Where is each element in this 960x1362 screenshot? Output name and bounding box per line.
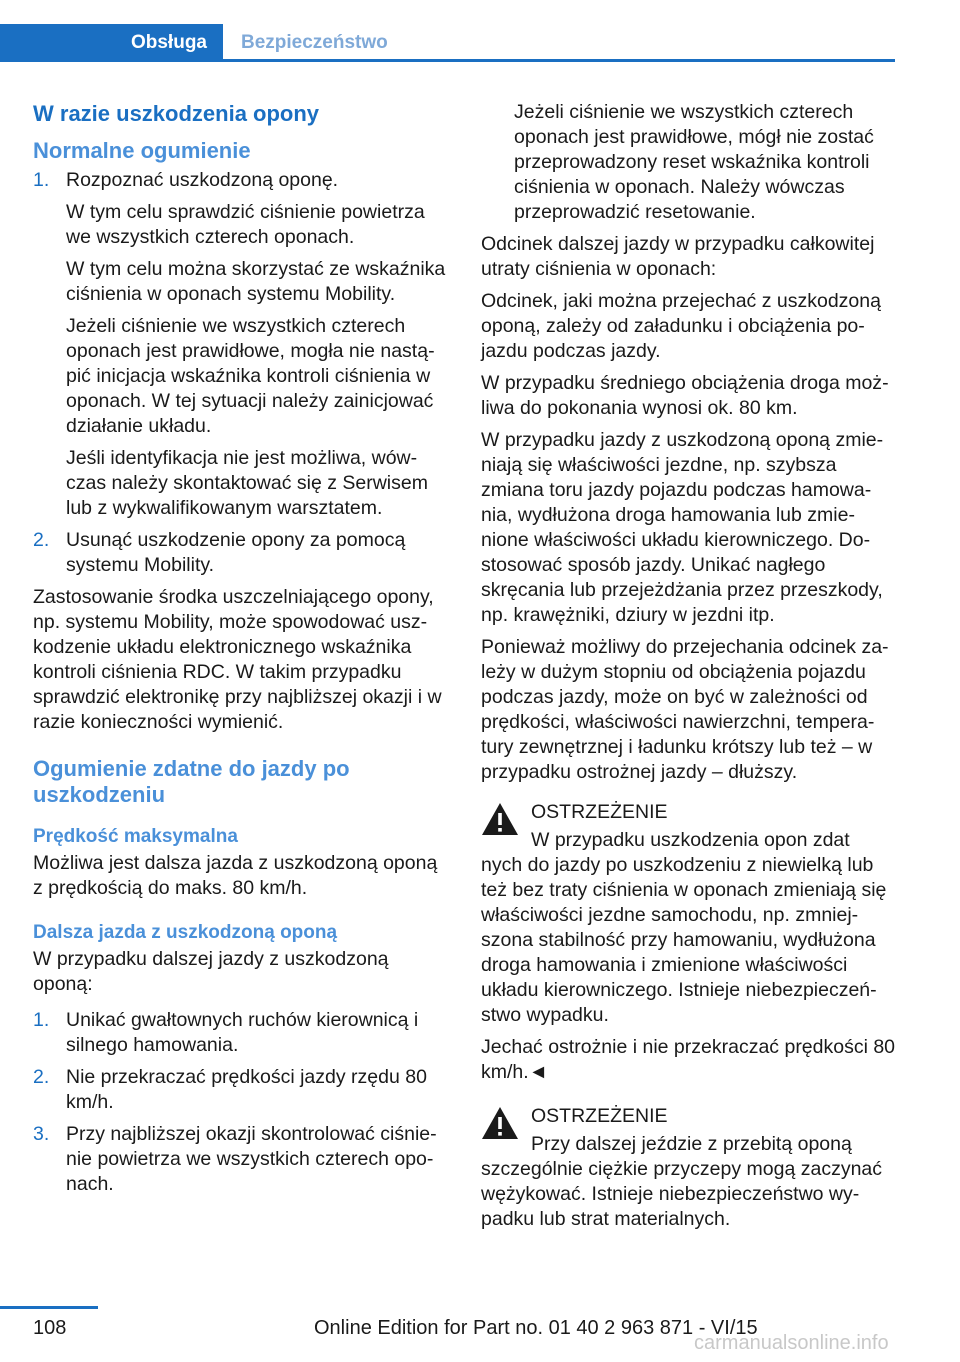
- tab-obsluga[interactable]: Obsługa: [0, 24, 223, 62]
- list-item: [33, 528, 448, 578]
- list-paragraph: Usunąć uszkodzenie opony za pomocą systemu Mobility.: [66, 529, 406, 576]
- warning-block-2: [481, 1104, 896, 1232]
- warning-block-1: [481, 800, 896, 1085]
- warning-text: [481, 828, 896, 1028]
- warning-action: Jechać ostrożnie i nie przekraczać prędkości 80 km/h.◄: [481, 1036, 896, 1083]
- list-item: [33, 1065, 448, 1115]
- list-paragraph: Jeśli identyfikacja nie jest możliwa, wówczas należy skontaktować się z Serwisem lub z wykwalifikowanym warsztatem.: [66, 447, 428, 519]
- list-paragraph: W tym celu sprawdzić ciśnienie powietrza we wszystkich czterech oponach.: [66, 201, 425, 248]
- heading-continue-driving: Dalsza jazda z uszkodzoną oponą: [33, 922, 338, 943]
- list-item: [33, 1122, 448, 1197]
- tab-underline: [223, 59, 895, 62]
- footer-rule: [0, 1306, 98, 1309]
- chapter-tabbar: [0, 0, 960, 62]
- steps-list-normal: [33, 168, 448, 578]
- subsection-normal-tires: Normalne ogumienie: [33, 138, 251, 163]
- warning-rest: nych do jazdy po uszkodzeniu z niewielką lub też bez traty ciśnienia w oponach zmieniają się właściwości jezdne samochodu, np. zmniejszona stabilność przy hamowaniu, wydłużona droga hamowania i zmienione właściwości układu kierowniczego. Istnieje niebezpieczeństwo wypadku.: [481, 854, 887, 1026]
- sealant-paragraph: Zastosowanie środka uszczelniającego opony, np. systemu Mobility, może spowodować uszkodzenie układu elektronicznego wskaźnika kontroli ciśnienia RDC. W takim przypadku sprawdzić elektronikę przy najbliższej okazji i w razie konieczności wymienić.: [33, 586, 442, 733]
- reset-paragraph: Jeżeli ciśnienie we wszystkich czterech oponach jest prawidłowe, mógł nie zostać przeprowadzony reset wskaźnika kontroli ciśnienia w oponach. Należy wówczas przeprowadzić resetowanie.: [514, 101, 874, 223]
- watermark: carmanualsonline.info: [694, 1332, 889, 1354]
- distance-paragraph-3: W przypadku jazdy z uszkodzoną oponą zmieniają się właściwości jezdne, np. szybsza zmiana toru jazdy pojazdu podczas hamowania, wydłużona droga hamowania lub zmienione właściwości układu kierowniczego. Dostosować sposób jazdy. Unikać nagłego skręcania lub przejeżdżania przez przeszkody, np. krawężniki, dziury w jezdni itp.: [481, 429, 884, 626]
- list-paragraph: W tym celu można skorzystać ze wskaźnika ciśnienia w oponach systemu Mobility.: [66, 258, 446, 305]
- distance-paragraph-4: Ponieważ możliwy do przejechania odcinek zależy w dużym stopniu od obciążenia pojazdu podczas jazdy, może on być w zależności od prędkości, właściwości nawierzchni, temperatury zewnętrznej i ładunku krótszy lub też – w przypadku ostrożnej jazdy – dłuższy.: [481, 636, 889, 783]
- list-text: Unikać gwałtownych ruchów kierownicą i silnego hamowania.: [66, 1009, 419, 1056]
- right-column: [481, 100, 896, 1239]
- continue-paragraph: W przypadku dalszej jazdy z uszkodzoną oponą:: [33, 948, 389, 995]
- warning-title: OSTRZEŻENIE: [531, 1105, 668, 1127]
- tab-bezpieczenstwo[interactable]: Bezpieczeństwo: [241, 32, 388, 53]
- list-item: [33, 168, 448, 521]
- list-text: Nie przekraczać prędkości jazdy rzędu 80 km/h.: [66, 1066, 427, 1113]
- distance-paragraph-1: Odcinek, jaki można przejechać z uszkodzoną oponą, zależy od załadunku i obciążenia pojazdu podczas jazdy.: [481, 290, 881, 362]
- warning-rest: szczególnie ciężkie przyczepy mogą zaczynać wężykować. Istnieje niebezpieczeństwo wypadku lub strat materialnych.: [481, 1158, 883, 1230]
- warning-first-line: Przy dalszej jeździe z przebitą oponą: [531, 1133, 852, 1155]
- list-text: Przy najbliższej okazji skontrolować ciśnienie powietrza we wszystkich czterech oponach.: [66, 1123, 437, 1195]
- speed-paragraph: Możliwa jest dalsza jazda z uszkodzoną oponą z prędkością do maks. 80 km/h.: [33, 852, 438, 899]
- edition-line: Online Edition for Part no. 01 40 2 963 871 - VI/15: [314, 1317, 758, 1339]
- list-number: 1.: [33, 1009, 50, 1031]
- steps-list-runflat: [33, 1008, 448, 1197]
- left-column: [33, 100, 448, 1204]
- subsection-runflat: Ogumienie zdatne do jazdy po uszkodzeniu: [33, 756, 350, 807]
- list-paragraph: Rozpoznać uszkodzoną oponę.: [66, 169, 339, 191]
- list-paragraph: Jeżeli ciśnienie we wszystkich czterech oponach jest prawidłowe, mogła nie nastąpić inicjacja wskaźnika kontroli ciśnienia w oponach. W tej sytuacji należy zainicjować działanie układu.: [66, 315, 435, 437]
- list-item: [33, 1008, 448, 1058]
- list-number: 1.: [33, 169, 50, 191]
- distance-paragraph-2: W przypadku średniego obciążenia droga możliwa do pokonania wynosi ok. 80 km.: [481, 372, 889, 419]
- list-number: 2.: [33, 1066, 50, 1088]
- list-number: 3.: [33, 1123, 50, 1145]
- warning-title: OSTRZEŻENIE: [531, 801, 668, 823]
- section-title: W razie uszkodzenia opony: [33, 101, 320, 126]
- heading-max-speed: Prędkość maksymalna: [33, 826, 238, 847]
- list-number: 2.: [33, 529, 50, 551]
- page-number: 108: [33, 1317, 67, 1339]
- warning-first-line: W przypadku uszkodzenia opon zdat: [531, 829, 850, 851]
- warning-text: [481, 1132, 896, 1232]
- distance-intro: Odcinek dalszej jazdy w przypadku całkowitej utraty ciśnienia w oponach:: [481, 233, 875, 280]
